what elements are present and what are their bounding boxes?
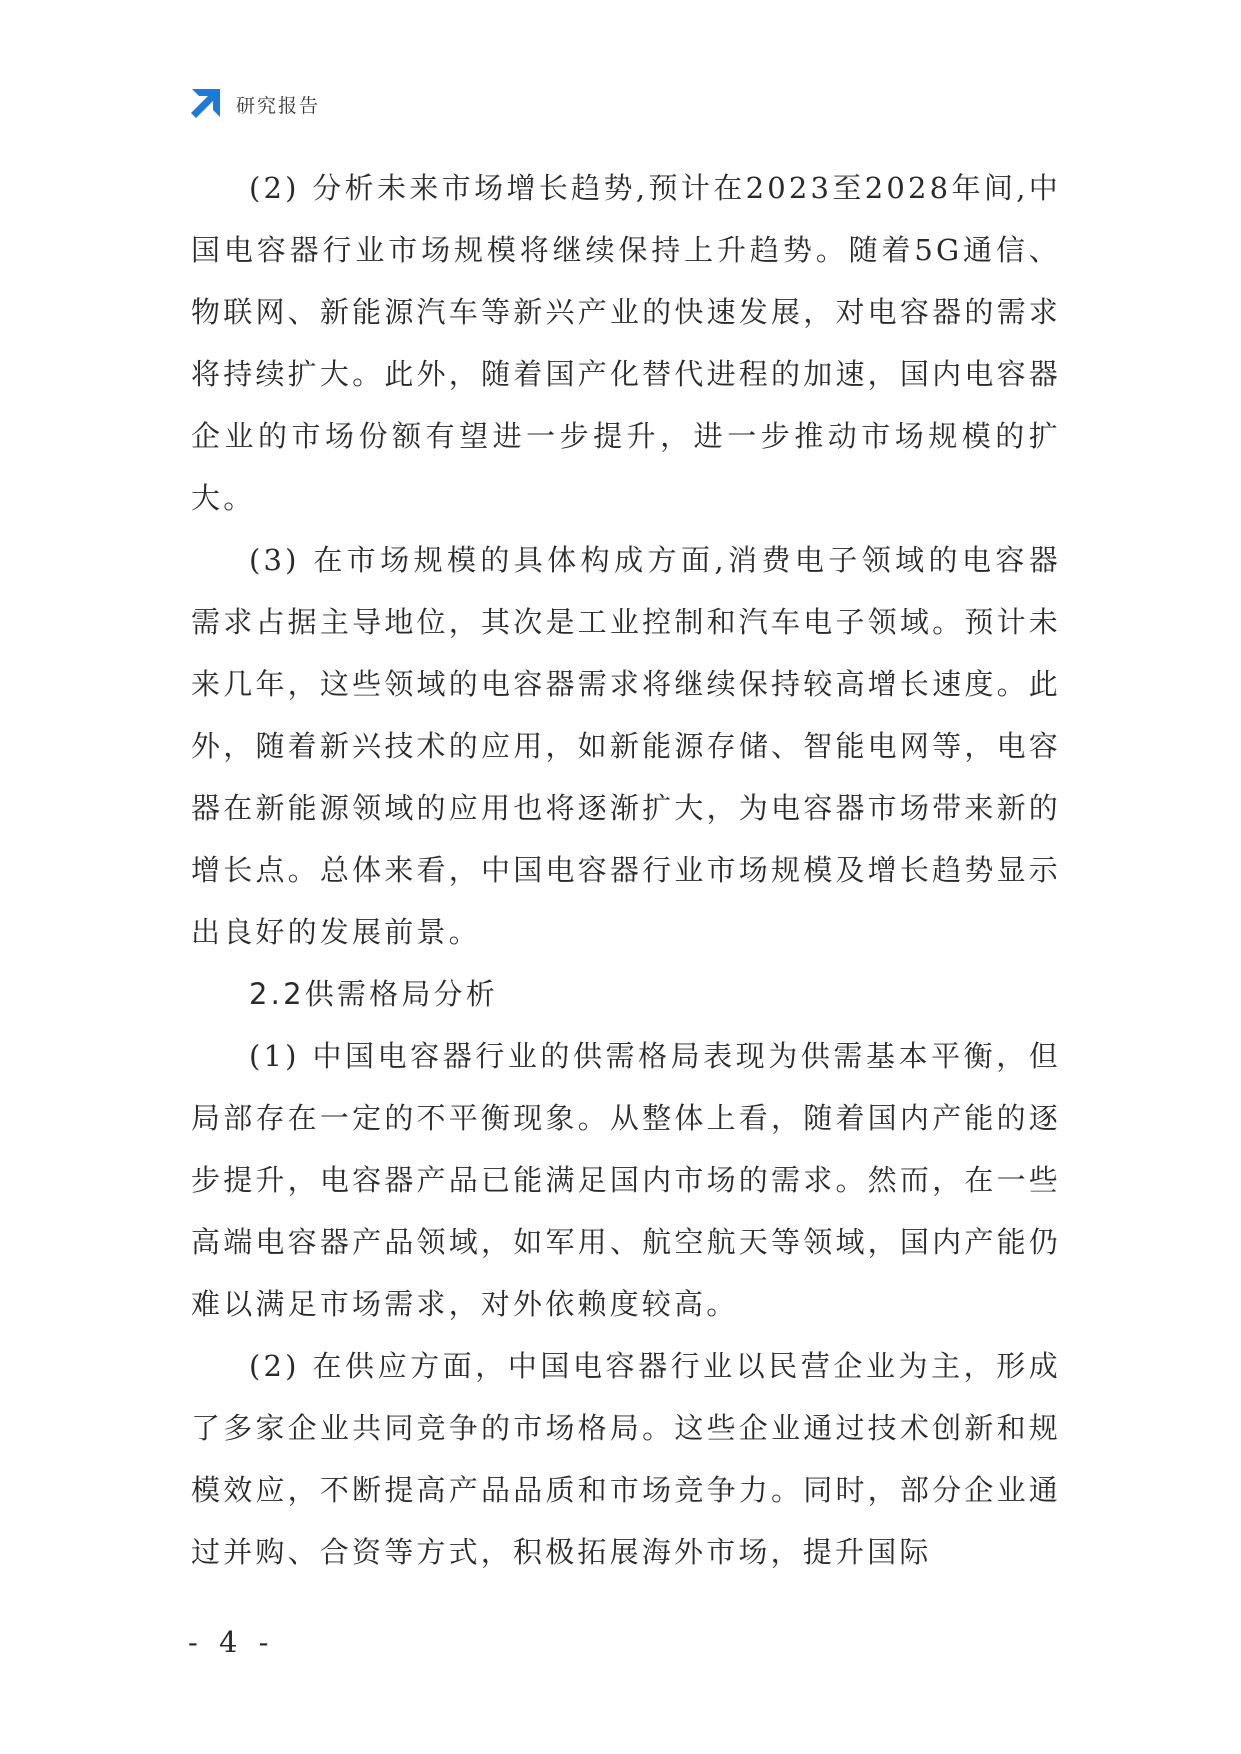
page-number: - 4 -	[188, 1625, 275, 1659]
report-header	[188, 86, 320, 122]
header-title: 研究报告	[236, 94, 321, 117]
paragraph-supply-side: (2) 在供应方面，中国电容器行业以民营企业为主，形成了多家企业共同竞争的市场格局。这些企业通过技术创新和规模效应，不断提高产品品质和市场竞争力。同时，部分企业通过并购、合资等方式，积极拓展海外市场，提升国际	[191, 1349, 1061, 1569]
paragraph-market-composition: (3) 在市场规模的具体构成方面,消费电子领域的电容器需求占据主导地位，其次是工业控制和汽车电子领域。预计未来几年，这些领域的电容器需求将继续保持较高增长速度。此外，随着新兴技术的应用，如新能源存储、智能电网等，电容器在新能源领域的应用也将逐渐扩大，为电容器市场带来新的增长点。总体来看，中国电容器行业市场规模及增长趋势显示出良好的发展前景。	[191, 543, 1061, 949]
section-heading: 2.2供需格局分析	[249, 977, 498, 1011]
diagonal-arrow-logo-icon	[188, 87, 222, 121]
paragraph-market-growth-trend: (2) 分析未来市场增长趋势,预计在2023至2028年间,中国电容器行业市场规模将继续保持上升趋势。随着5G通信、物联网、新能源汽车等新兴产业的快速发展，对电容器的需求将持续扩大。此外，随着国产化替代进程的加速，国内电容器企业的市场份额有望进一步提升，进一步推动市场规模的扩大。	[191, 171, 1061, 515]
document-body	[191, 157, 1061, 1583]
paragraph-supply-demand-balance: (1) 中国电容器行业的供需格局表现为供需基本平衡，但局部存在一定的不平衡现象。从整体上看，随着国内产能的逐步提升，电容器产品已能满足国内市场的需求。然而，在一些高端电容器产品领域，如军用、航空航天等领域，国内产能仍难以满足市场需求，对外依赖度较高。	[191, 1039, 1061, 1321]
